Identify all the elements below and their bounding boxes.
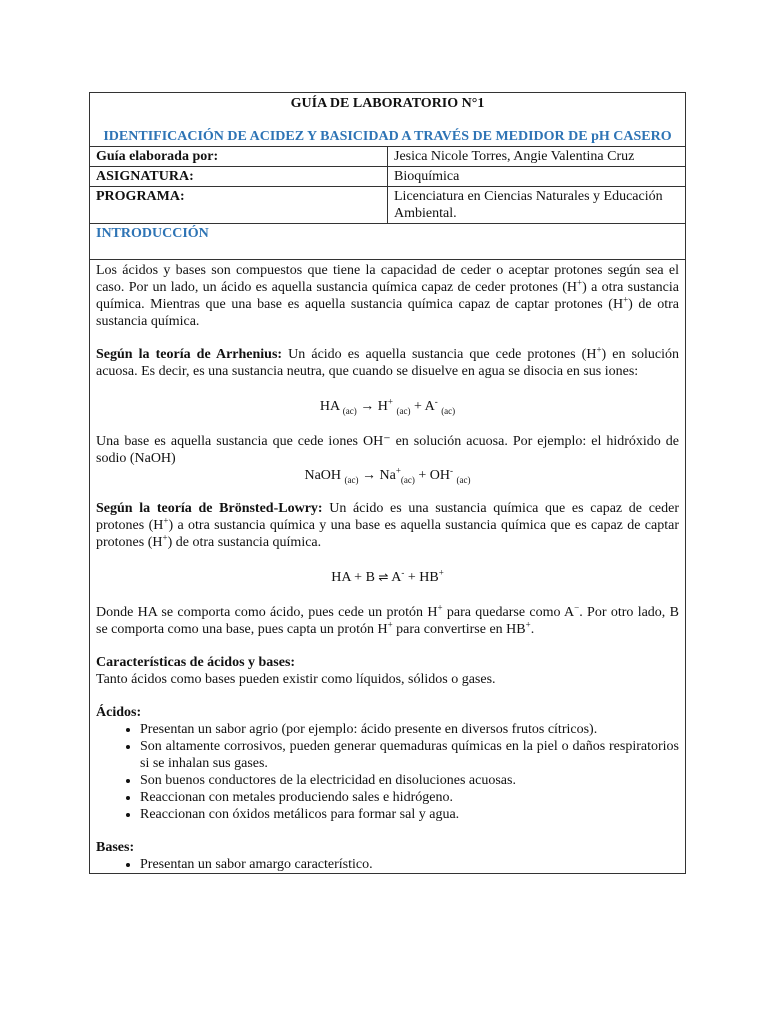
h-plus-superscript: + — [577, 277, 583, 288]
equation-acid-dissociation — [96, 398, 679, 415]
p4-text-b: ) a otra sustancia química y una base es aquella sustancia química que es capaz de captar protones (H — [96, 518, 679, 550]
p1-text-b: ) a otra sustancia química. Mientras que una base es aquella sustancia química capaz de captar protones (H — [96, 280, 679, 312]
guide-title: GUÍA DE LABORATORIO N°1 — [290, 96, 485, 111]
h-plus-superscript: + — [437, 602, 443, 613]
h-plus-superscript: + — [596, 344, 602, 355]
eq2-arrow-na: → Na — [362, 468, 396, 483]
characteristics-text: Tanto ácidos como bases pueden existir como líquidos, sólidos o gases. — [96, 672, 496, 687]
spacer — [96, 638, 679, 654]
eq3-ha-b: HA + B — [331, 570, 375, 585]
eq2-plus-oh: + OH — [418, 468, 451, 483]
characteristics-heading: Características de ácidos y bases: — [96, 655, 296, 670]
acids-heading: Ácidos: — [96, 705, 142, 720]
header-cell — [90, 93, 686, 147]
paragraph-arrhenius — [96, 346, 679, 380]
eq1-sub-ac: (ac) — [342, 405, 357, 416]
eq1-arrow-h: → H — [360, 399, 388, 414]
meta-key-program: PROGRAMA: — [90, 187, 388, 224]
equation-bronsted — [96, 569, 679, 586]
p2-text-b: ) en solución acuosa. Es decir, es una sustancia neutra, que cuando se disuelve en agua se disocia en sus iones: — [96, 347, 680, 379]
document-page — [89, 92, 686, 874]
p1-text-a: Los ácidos y bases son compuestos que tiene la capacidad de ceder o aceptar protones según sea el caso. Por un lado, un ácido es aquella sustancia química capaz de ceder protones (H — [96, 263, 679, 295]
p5-text-c: . Por otro lado, B se comporta como una base, pues capta un protón H — [96, 605, 679, 637]
eq3-sup-minus: - — [401, 567, 405, 578]
p2-text-a: Un ácido es aquella sustancia que cede protones (H — [282, 347, 597, 362]
eq2-sup-minus: - — [450, 465, 454, 476]
spacer — [96, 380, 679, 398]
intro-heading-row — [90, 224, 686, 260]
meta-row-subject — [90, 167, 686, 187]
meta-key-author: Guía elaborada por: — [90, 147, 388, 167]
minus-superscript: − — [574, 602, 580, 613]
eq1-sub-ac: (ac) — [396, 405, 411, 416]
list-item: • Presentan un sabor amargo característico. — [140, 856, 679, 873]
spacer — [96, 484, 679, 500]
list-item: • Reaccionan con metales produciendo sales e hidrógeno. — [140, 789, 679, 806]
paragraph-base-definition: Una base es aquella sustancia que cede iones OH⁻ en solución acuosa. Por ejemplo: el hidróxido de sodio (NaOH) — [96, 434, 679, 466]
p4-text-a: Un ácido es una sustancia química que es capaz de ceder protones (H — [96, 501, 679, 533]
intro-heading: INTRODUCCIÓN — [90, 224, 686, 260]
meta-row-author — [90, 147, 686, 167]
bronsted-heading: Según la teoría de Brönsted-Lowry: — [96, 501, 323, 516]
lab-guide-table — [89, 92, 686, 874]
equilibrium-arrow-icon: ⇌ — [378, 570, 389, 584]
spacer — [96, 688, 679, 704]
meta-value-subject: Bioquímica — [388, 167, 686, 187]
paragraph-bronsted-lowry — [96, 500, 679, 551]
eq1-sub-ac: (ac) — [441, 405, 456, 416]
p1-text-c: ) de otra sustancia química. — [96, 297, 679, 329]
body-cell — [90, 260, 686, 874]
h-plus-superscript: + — [387, 619, 393, 630]
eq2-naoh: NaOH — [304, 468, 342, 483]
h-plus-superscript: + — [162, 532, 168, 543]
eq3-plus-hb: + HB — [407, 570, 439, 585]
paragraph-ha-b-explanation — [96, 604, 679, 638]
p4-text-c: ) de otra sustancia química. — [167, 535, 322, 550]
list-item: • Presentan un sabor agrio (por ejemplo: ácido presente en diversos frutos cítricos). — [140, 721, 679, 738]
spacer — [96, 823, 679, 839]
eq2-sup-plus: + — [395, 465, 401, 476]
spacer — [96, 415, 679, 433]
meta-value-program: Licenciatura en Ciencias Naturales y Educación Ambiental. — [388, 187, 686, 224]
h-plus-superscript: + — [525, 619, 531, 630]
meta-value-author: Jesica Nicole Torres, Angie Valentina Cruz — [388, 147, 686, 167]
h-plus-superscript: + — [623, 294, 629, 305]
spacer — [96, 551, 679, 569]
p5-text-a: Donde HA se comporta como ácido, pues cede un protón H — [96, 605, 438, 620]
p5-text-e: . — [530, 622, 535, 637]
meta-key-subject: ASIGNATURA: — [90, 167, 388, 187]
h-plus-superscript: + — [163, 515, 169, 526]
p5-text-b: para quedarse como A — [446, 605, 575, 620]
spacer — [96, 330, 679, 346]
eq1-plus-a: + A — [413, 399, 435, 414]
p5-text-d: para convertirse en HB — [396, 622, 526, 637]
list-item: • Reaccionan con óxidos metálicos para formar sal y agua. — [140, 806, 679, 823]
list-item: • Son altamente corrosivos, pueden generar quemaduras químicas en la piel o daños respiratorios si se inhalan sus gases. — [140, 738, 679, 772]
spacer — [96, 586, 679, 604]
arrhenius-heading: Según la teoría de Arrhenius: — [96, 347, 283, 362]
bases-heading: Bases: — [96, 840, 135, 855]
header-row — [90, 93, 686, 147]
list-item: • Son buenos conductores de la electricidad en disoluciones acuosas. — [140, 772, 679, 789]
equation-naoh — [96, 467, 679, 484]
eq1-sup-plus: + — [387, 396, 393, 407]
body-row — [90, 260, 686, 874]
eq2-sub-ac: (ac) — [456, 474, 471, 485]
eq1-ha: HA — [319, 399, 340, 414]
guide-subtitle: IDENTIFICACIÓN DE ACIDEZ Y BASICIDAD A TRAVÉS DE MEDIDOR DE pH CASERO — [103, 129, 672, 144]
bases-list — [96, 856, 679, 873]
paragraph-acids-bases — [96, 262, 679, 330]
eq1-sup-minus: - — [434, 396, 438, 407]
eq3-a: A — [391, 570, 402, 585]
eq3-sup-plus: + — [438, 567, 444, 578]
meta-row-program — [90, 187, 686, 224]
acids-list — [96, 721, 679, 823]
eq2-sub-ac: (ac) — [344, 474, 359, 485]
eq2-sub-ac: (ac) — [400, 474, 415, 485]
